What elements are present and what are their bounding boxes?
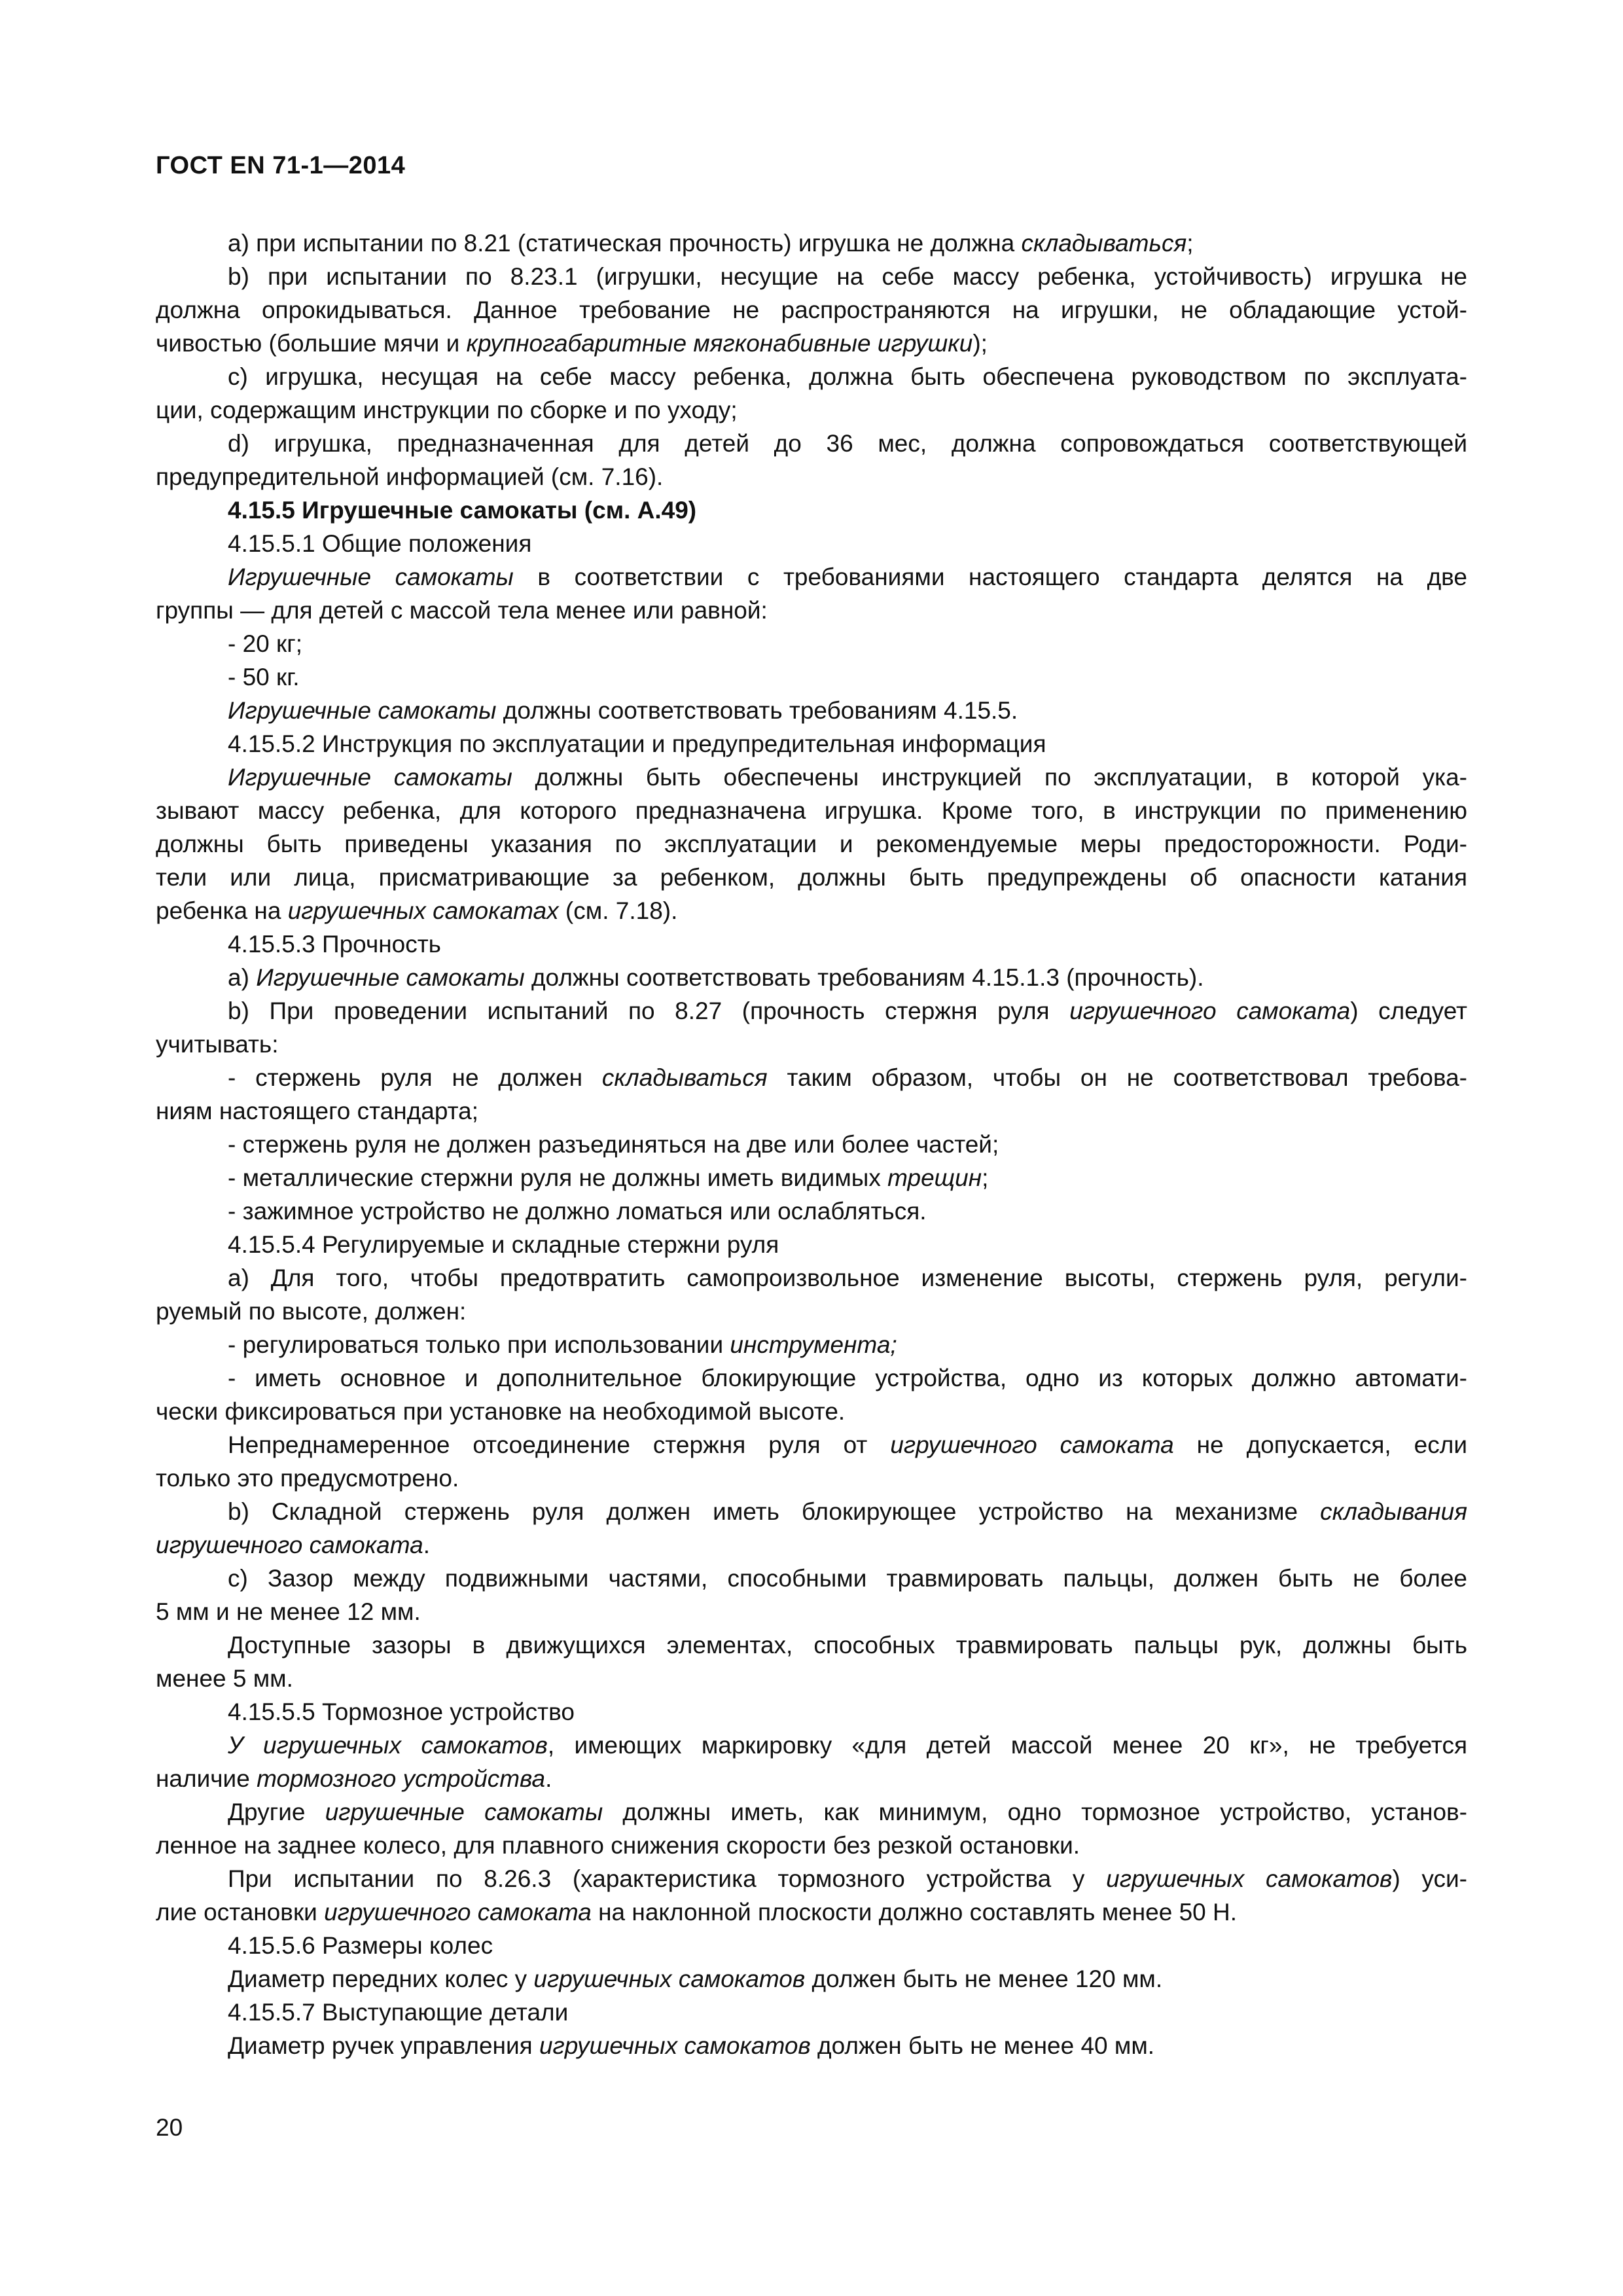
text-span: не допускается, если — [1173, 1431, 1467, 1458]
text-span: . — [423, 1532, 430, 1558]
italic-term: игрушечных самокатах — [287, 897, 559, 924]
text-span: должны соответствовать требованиям 4.15.5. — [496, 697, 1018, 724]
text-line — [156, 460, 1467, 493]
text-span: руемый по высоте, должен: — [156, 1298, 467, 1325]
text-span: ции, содержащим инструкции по сборке и по уходу; — [156, 397, 738, 423]
text-span: должна опрокидываться. Данное требование не распространяются на игрушки, не обладающие устой- — [156, 296, 1467, 323]
italic-term: Игрушечные самокаты — [228, 764, 512, 791]
text-span: должны быть обеспечены инструкцией по эксплуатации, в которой ука- — [512, 764, 1467, 791]
text-span: При испытании по 8.26.3 (характеристика тормозного устройства у — [228, 1865, 1107, 1892]
text-span: b) при испытании по 8.23.1 (игрушки, несущие на себе массу ребенка, устойчивость) игрушка не — [228, 263, 1467, 290]
text-line — [156, 1194, 1467, 1228]
text-span: ребенка на — [156, 897, 288, 924]
text-span: 4.15.5.5 Тормозное устройство — [228, 1698, 575, 1725]
text-line — [156, 961, 1467, 994]
text-line — [156, 260, 1467, 293]
text-line — [156, 1595, 1467, 1628]
italic-term: тормозного устройства — [257, 1765, 546, 1792]
text-line — [156, 1328, 1467, 1361]
italic-term: Игрушечные самокаты — [228, 564, 514, 590]
italic-term: трещин — [887, 1164, 982, 1191]
italic-term: складываться — [1021, 230, 1187, 257]
text-line — [156, 794, 1467, 827]
text-span: тели или лица, присматривающие за ребенком, должны быть предупреждены об опасности катания — [156, 864, 1467, 891]
text-span: 5 мм и не менее 12 мм. — [156, 1598, 421, 1625]
text-span: Непреднамеренное отсоединение стержня руля от — [228, 1431, 891, 1458]
text-line — [156, 727, 1467, 761]
text-line — [156, 1562, 1467, 1595]
text-line — [156, 1862, 1467, 1895]
text-line — [156, 1428, 1467, 1462]
text-line — [156, 1094, 1467, 1128]
text-line — [156, 994, 1467, 1028]
text-line — [156, 894, 1467, 927]
text-span: . — [545, 1765, 552, 1792]
text-line — [156, 1628, 1467, 1662]
text-line — [156, 861, 1467, 894]
text-line — [156, 1462, 1467, 1495]
text-span: с) Зазор между подвижными частями, способными травмировать пальцы, должен быть не более — [228, 1565, 1467, 1592]
text-span: , имеющих маркировку «для детей массой менее 20 кг», не требуется — [547, 1732, 1467, 1759]
text-span: менее 5 мм. — [156, 1665, 293, 1692]
text-line — [156, 493, 1467, 527]
page-number: 20 — [156, 2114, 183, 2141]
italic-term: игрушечных самокатов — [1106, 1865, 1393, 1892]
text-line — [156, 761, 1467, 794]
text-line — [156, 927, 1467, 961]
italic-term: крупногабаритные мягконабивные игрушки — [466, 330, 973, 357]
text-span: ; — [982, 1164, 989, 1191]
text-span: 4.15.5.3 Прочность — [228, 931, 441, 958]
text-line — [156, 1829, 1467, 1862]
italic-term: складывания — [1320, 1498, 1467, 1525]
text-line — [156, 1128, 1467, 1161]
text-line — [156, 1662, 1467, 1695]
text-span: учитывать: — [156, 1031, 279, 1058]
text-span: ) следует — [1350, 997, 1467, 1024]
text-span: лие остановки — [156, 1899, 325, 1926]
text-span: - зажимное устройство не должно ломаться или ослабляться. — [228, 1198, 927, 1225]
italic-term: складываться — [601, 1064, 768, 1091]
text-line — [156, 1161, 1467, 1194]
text-span: с) игрушка, несущая на себе массу ребенка, должна быть обеспечена руководством по эксплуата- — [228, 363, 1467, 390]
text-line — [156, 226, 1467, 260]
italic-term: игрушечного самоката — [890, 1431, 1174, 1458]
italic-term: Игрушечные самокаты — [228, 697, 497, 724]
text-span: а) Для того, чтобы предотвратить самопроизвольное изменение высоты, стержень руля, регули- — [228, 1265, 1467, 1291]
text-span: 4.15.5.2 Инструкция по эксплуатации и предупредительная информация — [228, 730, 1046, 757]
text-span: группы — для детей с массой тела менее или равной: — [156, 597, 768, 624]
italic-term: инструмента; — [730, 1331, 897, 1358]
text-line — [156, 694, 1467, 727]
text-line — [156, 1895, 1467, 1929]
text-line — [156, 1028, 1467, 1061]
text-span: 4.15.5.4 Регулируемые и складные стержни руля — [228, 1231, 779, 1258]
text-span: 4.15.5.7 Выступающие детали — [228, 1999, 569, 2026]
text-line — [156, 1762, 1467, 1795]
text-line — [156, 560, 1467, 594]
text-line — [156, 1996, 1467, 2029]
text-line — [156, 2029, 1467, 2062]
text-line — [156, 827, 1467, 861]
text-span: таким образом, чтобы он не соответствовал требова- — [767, 1064, 1467, 1091]
text-span: должен быть не менее 120 мм. — [805, 1965, 1163, 1992]
text-span: Диаметр ручек управления — [228, 2032, 539, 2059]
text-line — [156, 527, 1467, 560]
text-line — [156, 293, 1467, 327]
text-line — [156, 1962, 1467, 1996]
text-span: ) уси- — [1392, 1865, 1467, 1892]
text-span: ниям настоящего стандарта; — [156, 1098, 479, 1124]
text-span: предупредительной информацией (см. 7.16). — [156, 463, 664, 490]
italic-term: Игрушечные самокаты — [256, 964, 525, 991]
text-line — [156, 1929, 1467, 1962]
italic-term: игрушечного самоката — [324, 1899, 592, 1926]
text-span: чивостью (большие мячи и — [156, 330, 467, 357]
text-span: должны иметь, как минимум, одно тормозное устройство, установ- — [603, 1799, 1467, 1825]
text-span: только это предусмотрено. — [156, 1465, 459, 1492]
text-span: в соответствии с требованиями настоящего стандарта делятся на две — [513, 564, 1467, 590]
text-line — [156, 427, 1467, 460]
text-line — [156, 627, 1467, 660]
text-span: (см. 7.18). — [558, 897, 678, 924]
document-header: ГОСТ EN 71-1—2014 — [156, 152, 406, 179]
text-span: на наклонной плоскости должно составлять менее 50 Н. — [591, 1899, 1238, 1926]
document-body — [156, 226, 1467, 2062]
text-span: должны быть приведены указания по эксплуатации и рекомендуемые меры предосторожности. Роди- — [156, 831, 1467, 857]
text-span: - 20 кг; — [228, 630, 302, 657]
text-span: Диаметр передних колес у — [228, 1965, 534, 1992]
text-span: должен быть не менее 40 мм. — [810, 2032, 1155, 2059]
text-span: наличие — [156, 1765, 257, 1792]
text-span: 4.15.5 Игрушечные самокаты (см. А.49) — [228, 497, 697, 524]
text-span: - 50 кг. — [228, 664, 300, 691]
text-line — [156, 1395, 1467, 1428]
text-span: а) — [228, 964, 257, 991]
text-span: ; — [1186, 230, 1194, 257]
text-span: - регулироваться только при использовании — [228, 1331, 730, 1358]
text-line — [156, 1795, 1467, 1829]
text-span: чески фиксироваться при установке на необходимой высоте. — [156, 1398, 846, 1425]
text-span: - иметь основное и дополнительное блокирующие устройства, одно из которых должно автомати- — [228, 1365, 1467, 1391]
text-line — [156, 360, 1467, 393]
italic-term: игрушечных самокатов — [533, 1965, 806, 1992]
text-span: b) Складной стержень руля должен иметь блокирующее устройство на механизме — [228, 1498, 1321, 1525]
text-line — [156, 1295, 1467, 1328]
text-span: а) при испытании по 8.21 (статическая прочность) игрушка не должна — [228, 230, 1022, 257]
text-span: ленное на заднее колесо, для плавного снижения скорости без резкой остановки. — [156, 1832, 1080, 1859]
text-span: Доступные зазоры в движущихся элементах, способных травмировать пальцы рук, должны быть — [228, 1632, 1467, 1659]
italic-term: У игрушечных самокатов — [228, 1732, 548, 1759]
text-line — [156, 1361, 1467, 1395]
text-line — [156, 1729, 1467, 1762]
italic-term: игрушечного самоката — [1069, 997, 1351, 1024]
text-line — [156, 660, 1467, 694]
text-line — [156, 1061, 1467, 1094]
text-line — [156, 393, 1467, 427]
text-line — [156, 1695, 1467, 1729]
text-span: - стержень руля не должен разъединяться на две или более частей; — [228, 1131, 999, 1158]
text-span: 4.15.5.6 Размеры колес — [228, 1932, 493, 1959]
text-span: b) При проведении испытаний по 8.27 (прочность стержня руля — [228, 997, 1070, 1024]
italic-term: игрушечных самокатов — [539, 2032, 811, 2059]
text-span: d) игрушка, предназначенная для детей до 36 мес, должна сопровождаться соответствующей — [228, 430, 1467, 457]
text-line — [156, 1495, 1467, 1528]
italic-term: игрушечные самокаты — [325, 1799, 603, 1825]
text-line — [156, 1528, 1467, 1562]
text-span: ); — [972, 330, 988, 357]
text-span: зывают массу ребенка, для которого предназначена игрушка. Кроме того, в инструкции по применению — [156, 797, 1467, 824]
text-span: 4.15.5.1 Общие положения — [228, 530, 532, 557]
italic-term: игрушечного самоката — [156, 1532, 423, 1558]
text-line — [156, 1261, 1467, 1295]
text-line — [156, 1228, 1467, 1261]
text-span: - стержень руля не должен — [228, 1064, 602, 1091]
text-line — [156, 327, 1467, 360]
text-span: Другие — [228, 1799, 325, 1825]
text-span: должны соответствовать требованиям 4.15.1.3 (прочность). — [524, 964, 1204, 991]
text-span: - металлические стержни руля не должны иметь видимых — [228, 1164, 888, 1191]
text-line — [156, 594, 1467, 627]
